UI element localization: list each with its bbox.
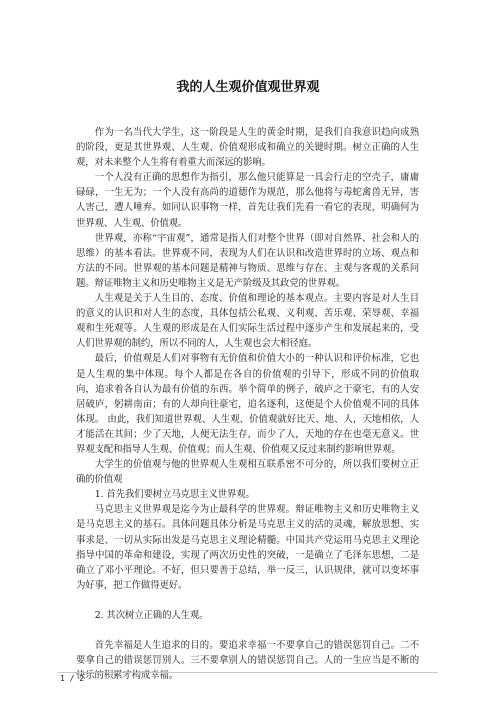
paragraph-values: 最后，价值观是人们对事物有无价值和价值大小的一种认识和评价标准，它也是人生观的集中体现。每个人都是在各自的价值观的引导下，形成不同的价值取向，追求着各自认为最有价值的东西。举个简单的例子，破庐之于豪宅，有的人安居破庐，躬耕南亩；有的人却向往豪宅，追名逐利，这便是个人价值观不同的具体体现。 由此，我们知道世界观、人生观、价值观就好比天、地、人，天地相依，人才能活在其间；少了天地，人便无法生存，而少了人，天地的存在也毫无意义。世界观支配和指导人生观、价值观；而人生观、价值观又反过来制约影响世界观。 bbox=[76, 353, 419, 455]
document-body bbox=[76, 125, 419, 683]
section-1-paragraph: 马克思主义世界观是迄今为止最科学的世界观。辩证唯物主义和历史唯物主义是马克思主义的基石。具体问题具体分析是马克思主义的活的灵魂，解放思想、实事求是、一切从实际出发是马克思主义理论精髓。中国共产党运用马克思主义理论指导中国的革命和建设，实现了两次历史性的突破，一是确立了毛泽东思想，二是确立了邓小平理论。不好，但只要善于总结，举一反三，认识规律，就可以变坏事为好事，把工作做得更好。 bbox=[76, 504, 419, 591]
paragraph-relation: 大学生的价值观与他的世界观人生观相互联系密不可分的，所以我们要树立正确的价值观 bbox=[76, 459, 419, 486]
paragraph-intro: 作为一名当代大学生，这一阶段是人生的黄金时期，是我们自我意识趋向成熟的阶段，更是其世界观、人生观、价值观形成和确立的关键时期。树立正确的人生观，对未来整个人生将有着重大而深远的影响。 bbox=[76, 127, 419, 169]
page-number: 1 / 2 bbox=[60, 674, 85, 683]
paragraph-worldview: 世界观，亦称“宇宙观”，通常是指人们对整个世界（即对自然界、社会和人的思维）的基本看法。世界观不同，表现为人们在认识和改造世界时的立场、观点和方法的不同。世界观的基本问题是精神与物质、思维与存在、主观与客观的关系问题。辩证唯物主义和历史唯物主义是无产阶级及其政党的世界观。 bbox=[76, 232, 419, 289]
section-2-heading: 2. 其次树立正确的人生观。 bbox=[94, 609, 209, 621]
section-1-heading: 1. 首先我们要树立马克思主义世界观。 bbox=[94, 489, 255, 501]
section-2-paragraph: 首先幸福是人生追求的目的。要追求幸福一不要拿自己的错误惩罚自己。二不要拿自己的错误惩罚别人。三不要拿别人的错误惩罚自己。人的一生应当是不断的快乐的积累才构成幸福。 bbox=[76, 640, 419, 682]
footer-divider bbox=[58, 672, 438, 673]
document-title: 我的人生观价值观世界观 bbox=[176, 80, 320, 95]
paragraph-outlook-on-life: 人生观是关于人生目的、态度、价值和理论的基本观点。主要内容是对人生目的意义的认识和对人生的态度，具体包括公私观、义利观、苦乐观、荣辱观、幸福观和生死观等。人生观的形成是在人们实际生活过程中逐步产生和发展起来的，受人们世界观的制约，所以不同的人，人生观也会大相径庭。 bbox=[76, 293, 419, 350]
paragraph-guidance: 一个人没有正确的思想作为指引，那么他只能算是一具会行走的空壳子，庸庸碌碌，一生无为；一个人没有高尚的道德作为规范，那么他将与毒蛇禽兽无异，害人害己，遭人唾弃。如同认识事物一样，首先让我们先看一看它的表现，明确何为世界观、人生观、价值观。 bbox=[76, 172, 419, 229]
